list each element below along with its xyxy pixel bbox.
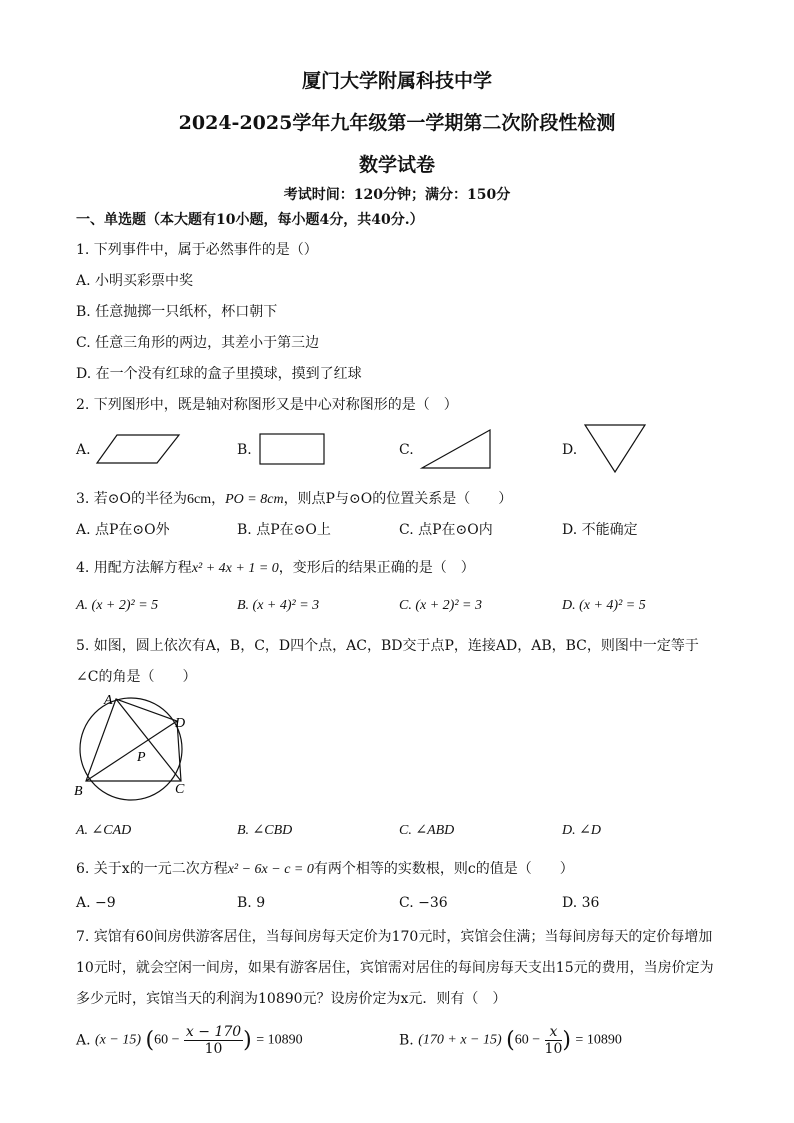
q5-label-a: A xyxy=(104,693,113,708)
q7-option-a-lparen: ( xyxy=(145,1028,155,1053)
q6-stem xyxy=(76,858,574,878)
q7-option-a-numerator: x − 170 xyxy=(185,1024,242,1040)
q7-option-b-left: (170 + x − 15) xyxy=(418,1032,502,1048)
q2-option-b-label: B. xyxy=(237,442,252,458)
q5-stem-line2: ∠C的角是（ ） xyxy=(76,669,197,685)
q7-option-b xyxy=(399,1024,622,1057)
q5-label-c: C xyxy=(175,782,185,797)
q1-option-b: B. 任意抛掷一只纸杯，杯口朝下 xyxy=(76,304,278,320)
school-name: 厦门大学附属科技中学 xyxy=(301,70,492,92)
q7-option-a-left: (x − 15) xyxy=(95,1032,142,1048)
q6-stem-pre: 6. 关于x的一元二次方程 xyxy=(76,861,228,877)
q7-stem-line3: 多少元时，宾馆当天的利润为10890元？设房价定为x元．则有（ ） xyxy=(76,991,507,1007)
q3-stem xyxy=(76,488,512,508)
q7-option-b-rparen: ) xyxy=(562,1028,571,1053)
q4-option-a: A. (x + 2)² = 5 xyxy=(76,598,159,613)
q3-option-a: A. 点P在⊙O外 xyxy=(76,522,170,538)
q7-option-b-pre: 60 − xyxy=(514,1032,541,1048)
q3-option-c: C. 点P在⊙O内 xyxy=(399,522,493,538)
q7-option-b-label: B. xyxy=(399,1032,414,1049)
q4-option-b: B. (x + 4)² = 3 xyxy=(237,598,320,613)
q5-label-b: B xyxy=(74,784,83,799)
q6-option-a: A. −9 xyxy=(76,895,116,911)
q7-stem-line1: 7. 宾馆有60间房供游客居住，当每间房每天定价为170元时，宾馆会住满；当每间房每天的定价每增加 xyxy=(76,929,713,945)
q6-stem-post: 有两个相等的实数根，则c的值是（ ） xyxy=(313,861,574,877)
q4-option-d: D. (x + 4)² = 5 xyxy=(562,598,646,613)
q4-stem-pre: 4. 用配方法解方程 xyxy=(76,560,192,576)
q7-option-b-rhs: = 10890 xyxy=(575,1032,622,1048)
q3-radius: 6cm xyxy=(187,492,212,507)
q1-option-d: D. 在一个没有红球的盒子里摸球，摸到了红球 xyxy=(76,366,362,382)
q7-option-b-numerator: x xyxy=(545,1024,563,1041)
q7-option-a-pre: 60 − xyxy=(154,1032,180,1048)
q3-option-b: B. 点P在⊙O上 xyxy=(237,522,331,538)
q1-stem: 1. 下列事件中，属于必然事件的是（） xyxy=(76,242,318,258)
q5-label-p: P xyxy=(137,750,146,765)
q7-option-a-denominator: 10 xyxy=(204,1041,223,1057)
q4-option-c: C. (x + 2)² = 3 xyxy=(399,598,482,613)
q5-option-c: C. ∠ABD xyxy=(399,823,455,838)
q4-stem-post: ，变形后的结果正确的是（ ） xyxy=(278,560,475,576)
q2-right-triangle-figure xyxy=(418,428,496,472)
exam-meta: 考试时间：120分钟；满分：150分 xyxy=(283,187,511,203)
q5-circle-figure xyxy=(74,694,204,806)
q2-inverted-triangle-figure xyxy=(583,422,649,476)
section-title: 一、单选题（本大题有10小题，每小题4分，共40分.） xyxy=(76,212,424,228)
q5-option-a: A. ∠CAD xyxy=(76,823,132,838)
q3-stem-pre: 3. 若⊙O的半径为 xyxy=(76,491,188,507)
q1-option-a: A. 小明买彩票中奖 xyxy=(76,273,194,289)
q7-option-a-label: A. xyxy=(76,1032,91,1049)
q6-option-c: C. −36 xyxy=(399,895,448,911)
q1-option-c: C. 任意三角形的两边，其差小于第三边 xyxy=(76,335,320,351)
q2-option-d-label: D. xyxy=(562,442,578,458)
q7-option-a-fraction xyxy=(184,1024,243,1057)
q5-label-d: D xyxy=(175,716,186,731)
q4-equation: x² + 4x + 1 = 0 xyxy=(191,561,279,576)
q5-option-b: B. ∠CBD xyxy=(237,823,293,838)
q6-option-b: B. 9 xyxy=(237,895,266,911)
q4-stem xyxy=(76,557,475,577)
q5-stem-line1: 5. 如图，圆上依次有A，B，C，D四个点，AC，BD交于点P，连接AD，AB，BC，则图中一定等于 xyxy=(76,638,699,654)
q2-stem: 2. 下列图形中，既是轴对称图形又是中心对称图形的是（ ） xyxy=(76,397,458,413)
q7-option-b-fraction xyxy=(545,1024,563,1057)
q6-option-d: D. 36 xyxy=(562,895,600,911)
q3-option-d: D. 不能确定 xyxy=(562,522,638,538)
q2-option-c-label: C. xyxy=(399,442,414,458)
subject-title: 数学试卷 xyxy=(358,154,435,176)
q2-parallelogram-figure xyxy=(95,432,185,468)
q7-stem-line2: 10元时，就会空闲一间房，如果有游客居住，宾馆需对居住的每间房每天支出15元的费用，当房价定为 xyxy=(76,960,714,976)
q7-option-a xyxy=(76,1024,303,1057)
q3-sep: ， xyxy=(211,491,226,507)
q3-po: PO = 8cm xyxy=(225,492,284,507)
q7-option-a-rparen: ) xyxy=(243,1028,252,1053)
q7-option-b-lparen: ( xyxy=(506,1028,515,1053)
q3-stem-post: ，则点P与⊙O的位置关系是（ ） xyxy=(283,491,513,507)
q5-option-d: D. ∠D xyxy=(562,823,601,838)
q7-option-b-denominator: 10 xyxy=(544,1041,563,1057)
q6-equation: x² − 6x − c = 0 xyxy=(227,862,314,877)
q2-rectangle-figure xyxy=(258,432,328,466)
q2-option-a-label: A. xyxy=(76,442,91,458)
q7-option-a-rhs: = 10890 xyxy=(256,1032,303,1048)
exam-title: 2024-2025学年九年级第一学期第二次阶段性检测 xyxy=(178,112,616,134)
